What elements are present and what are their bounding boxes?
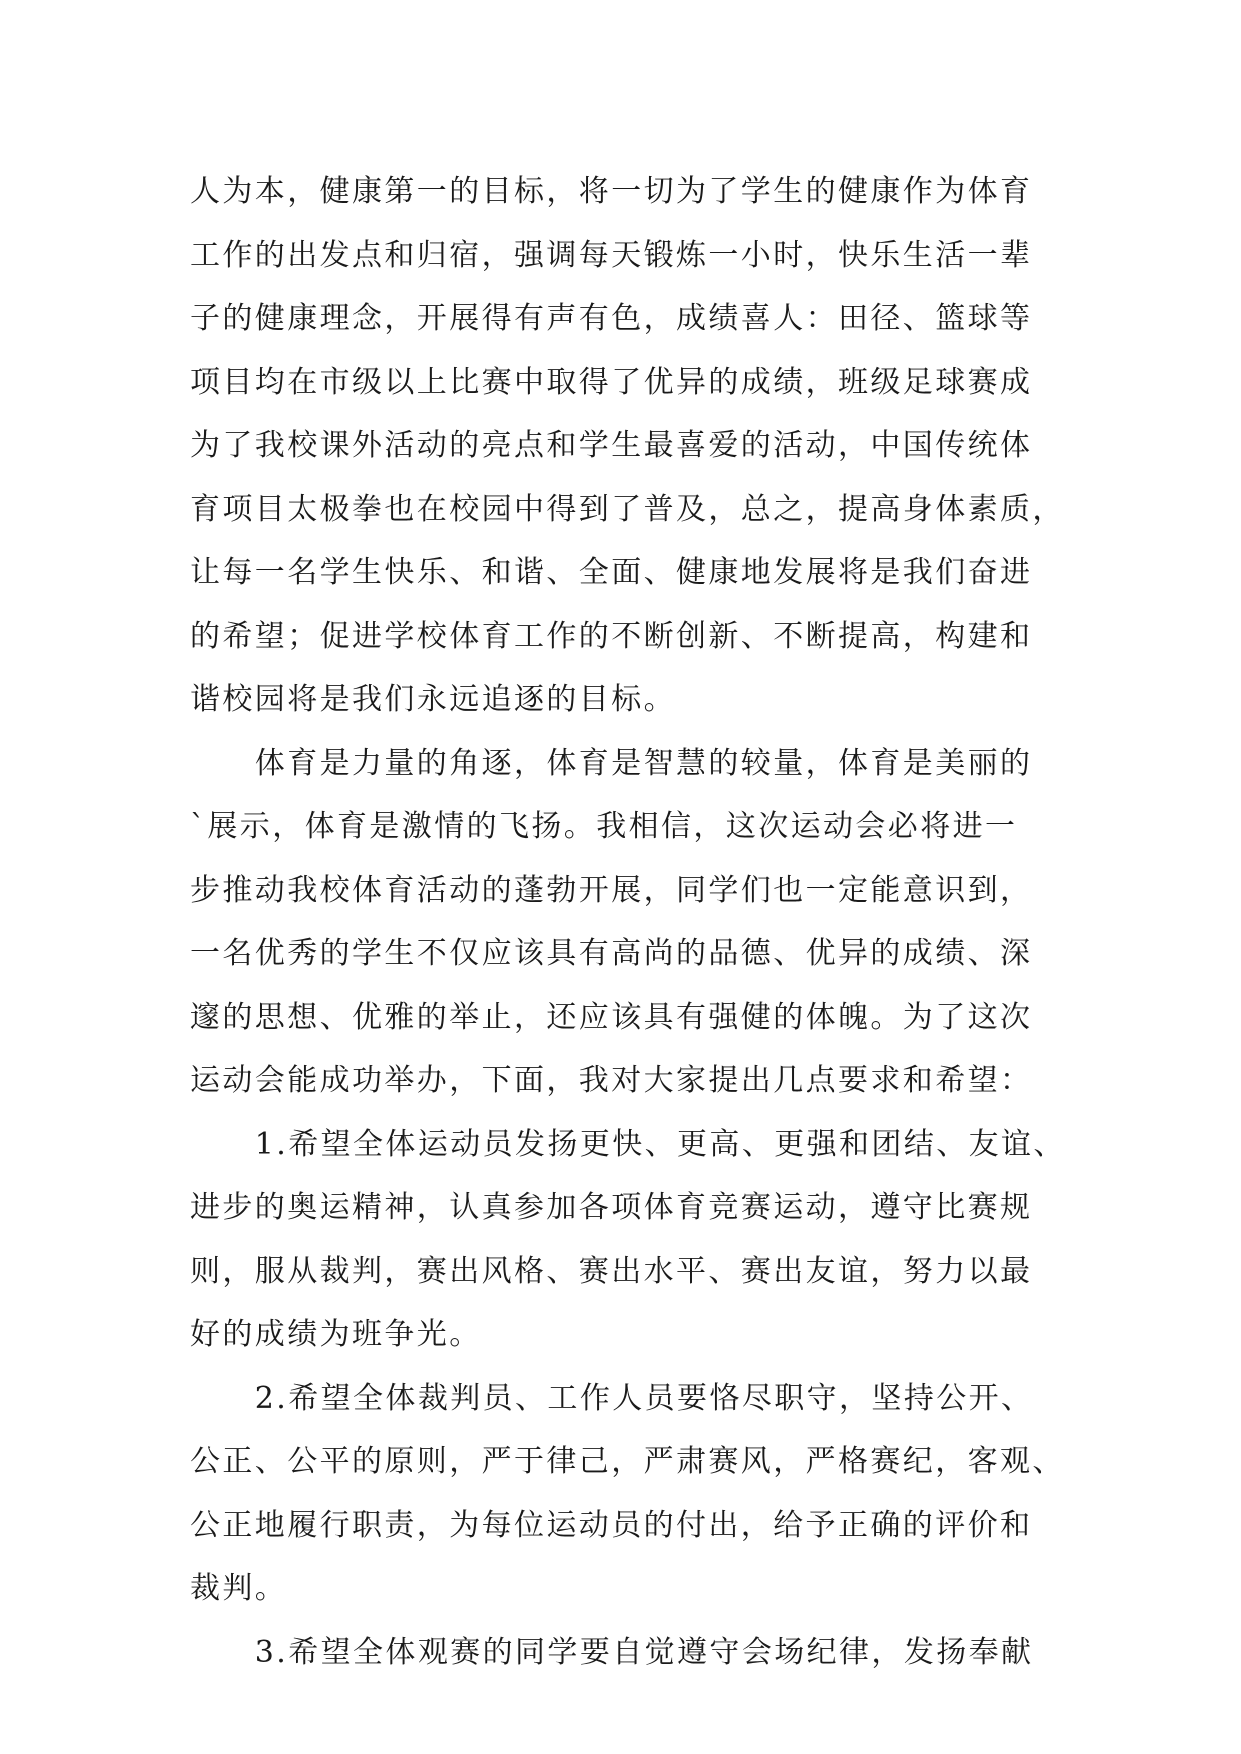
text-line: 邃的思想、优雅的举止，还应该具有强健的体魄。为了这次 <box>190 999 1033 1035</box>
text-line: 进步的奥运精神，认真参加各项体育竞赛运动，遵守比赛规 <box>190 1190 1033 1225</box>
text-line: 公正、公平的原则，严于律己，严肃赛风，严格赛纪，客观、 <box>190 1444 1065 1479</box>
text-line: 裁判。 <box>190 1571 288 1606</box>
text-line: 公正地履行职责，为每位运动员的付出，给予正确的评价和 <box>190 1507 1033 1543</box>
text-line: 一名优秀的学生不仅应该具有高尚的品德、优异的成绩、深 <box>190 936 1033 971</box>
text-line: 工作的出发点和归宿，强调每天锻炼一小时，快乐生活一辈 <box>190 237 1033 273</box>
text-line: 好的成绩为班争光。 <box>190 1317 482 1352</box>
text-line: 步推动我校体育活动的蓬勃开展，同学们也一定能意识到， <box>190 872 1033 908</box>
text-line: 则，服从裁判，赛出风格、赛出水平、赛出友谊，努力以最 <box>190 1253 1033 1289</box>
text-line: 子的健康理念，开展得有声有色，成绩喜人：田径、篮球等 <box>190 301 1033 336</box>
text-line: 谐校园将是我们永远追逐的目标。 <box>190 682 676 717</box>
text-line: 育项目太极拳也在校园中得到了普及，总之，提高身体素质， <box>190 491 1065 527</box>
text-line: 体育是力量的角逐，体育是智慧的较量，体育是美丽的 <box>190 745 1033 781</box>
text-line: 的希望；促进学校体育工作的不断创新、不断提高，构建和 <box>190 618 1033 654</box>
text-line: 为了我校课外活动的亮点和学生最喜爱的活动，中国传统体 <box>190 428 1033 463</box>
text-line: 项目均在市级以上比赛中取得了优异的成绩，班级足球赛成 <box>190 364 1033 400</box>
text-line: `展示，体育是激情的飞扬。我相信，这次运动会必将进一 <box>190 809 1018 844</box>
text-line: 3.希望全体观赛的同学要自觉遵守会场纪律，发扬奉献 <box>190 1634 1034 1670</box>
text-line: 2.希望全体裁判员、工作人员要恪尽职守，坚持公开、 <box>190 1380 1034 1416</box>
text-line: 人为本，健康第一的目标，将一切为了学生的健康作为体育 <box>190 174 1033 209</box>
text-line: 运动会能成功举办，下面，我对大家提出几点要求和希望： <box>190 1063 1033 1098</box>
text-line: 让每一名学生快乐、和谐、全面、健康地发展将是我们奋进 <box>190 555 1033 590</box>
body-text <box>190 160 1066 1684</box>
text-line: 1.希望全体运动员发扬更快、更高、更强和团结、友谊、 <box>190 1126 1066 1162</box>
